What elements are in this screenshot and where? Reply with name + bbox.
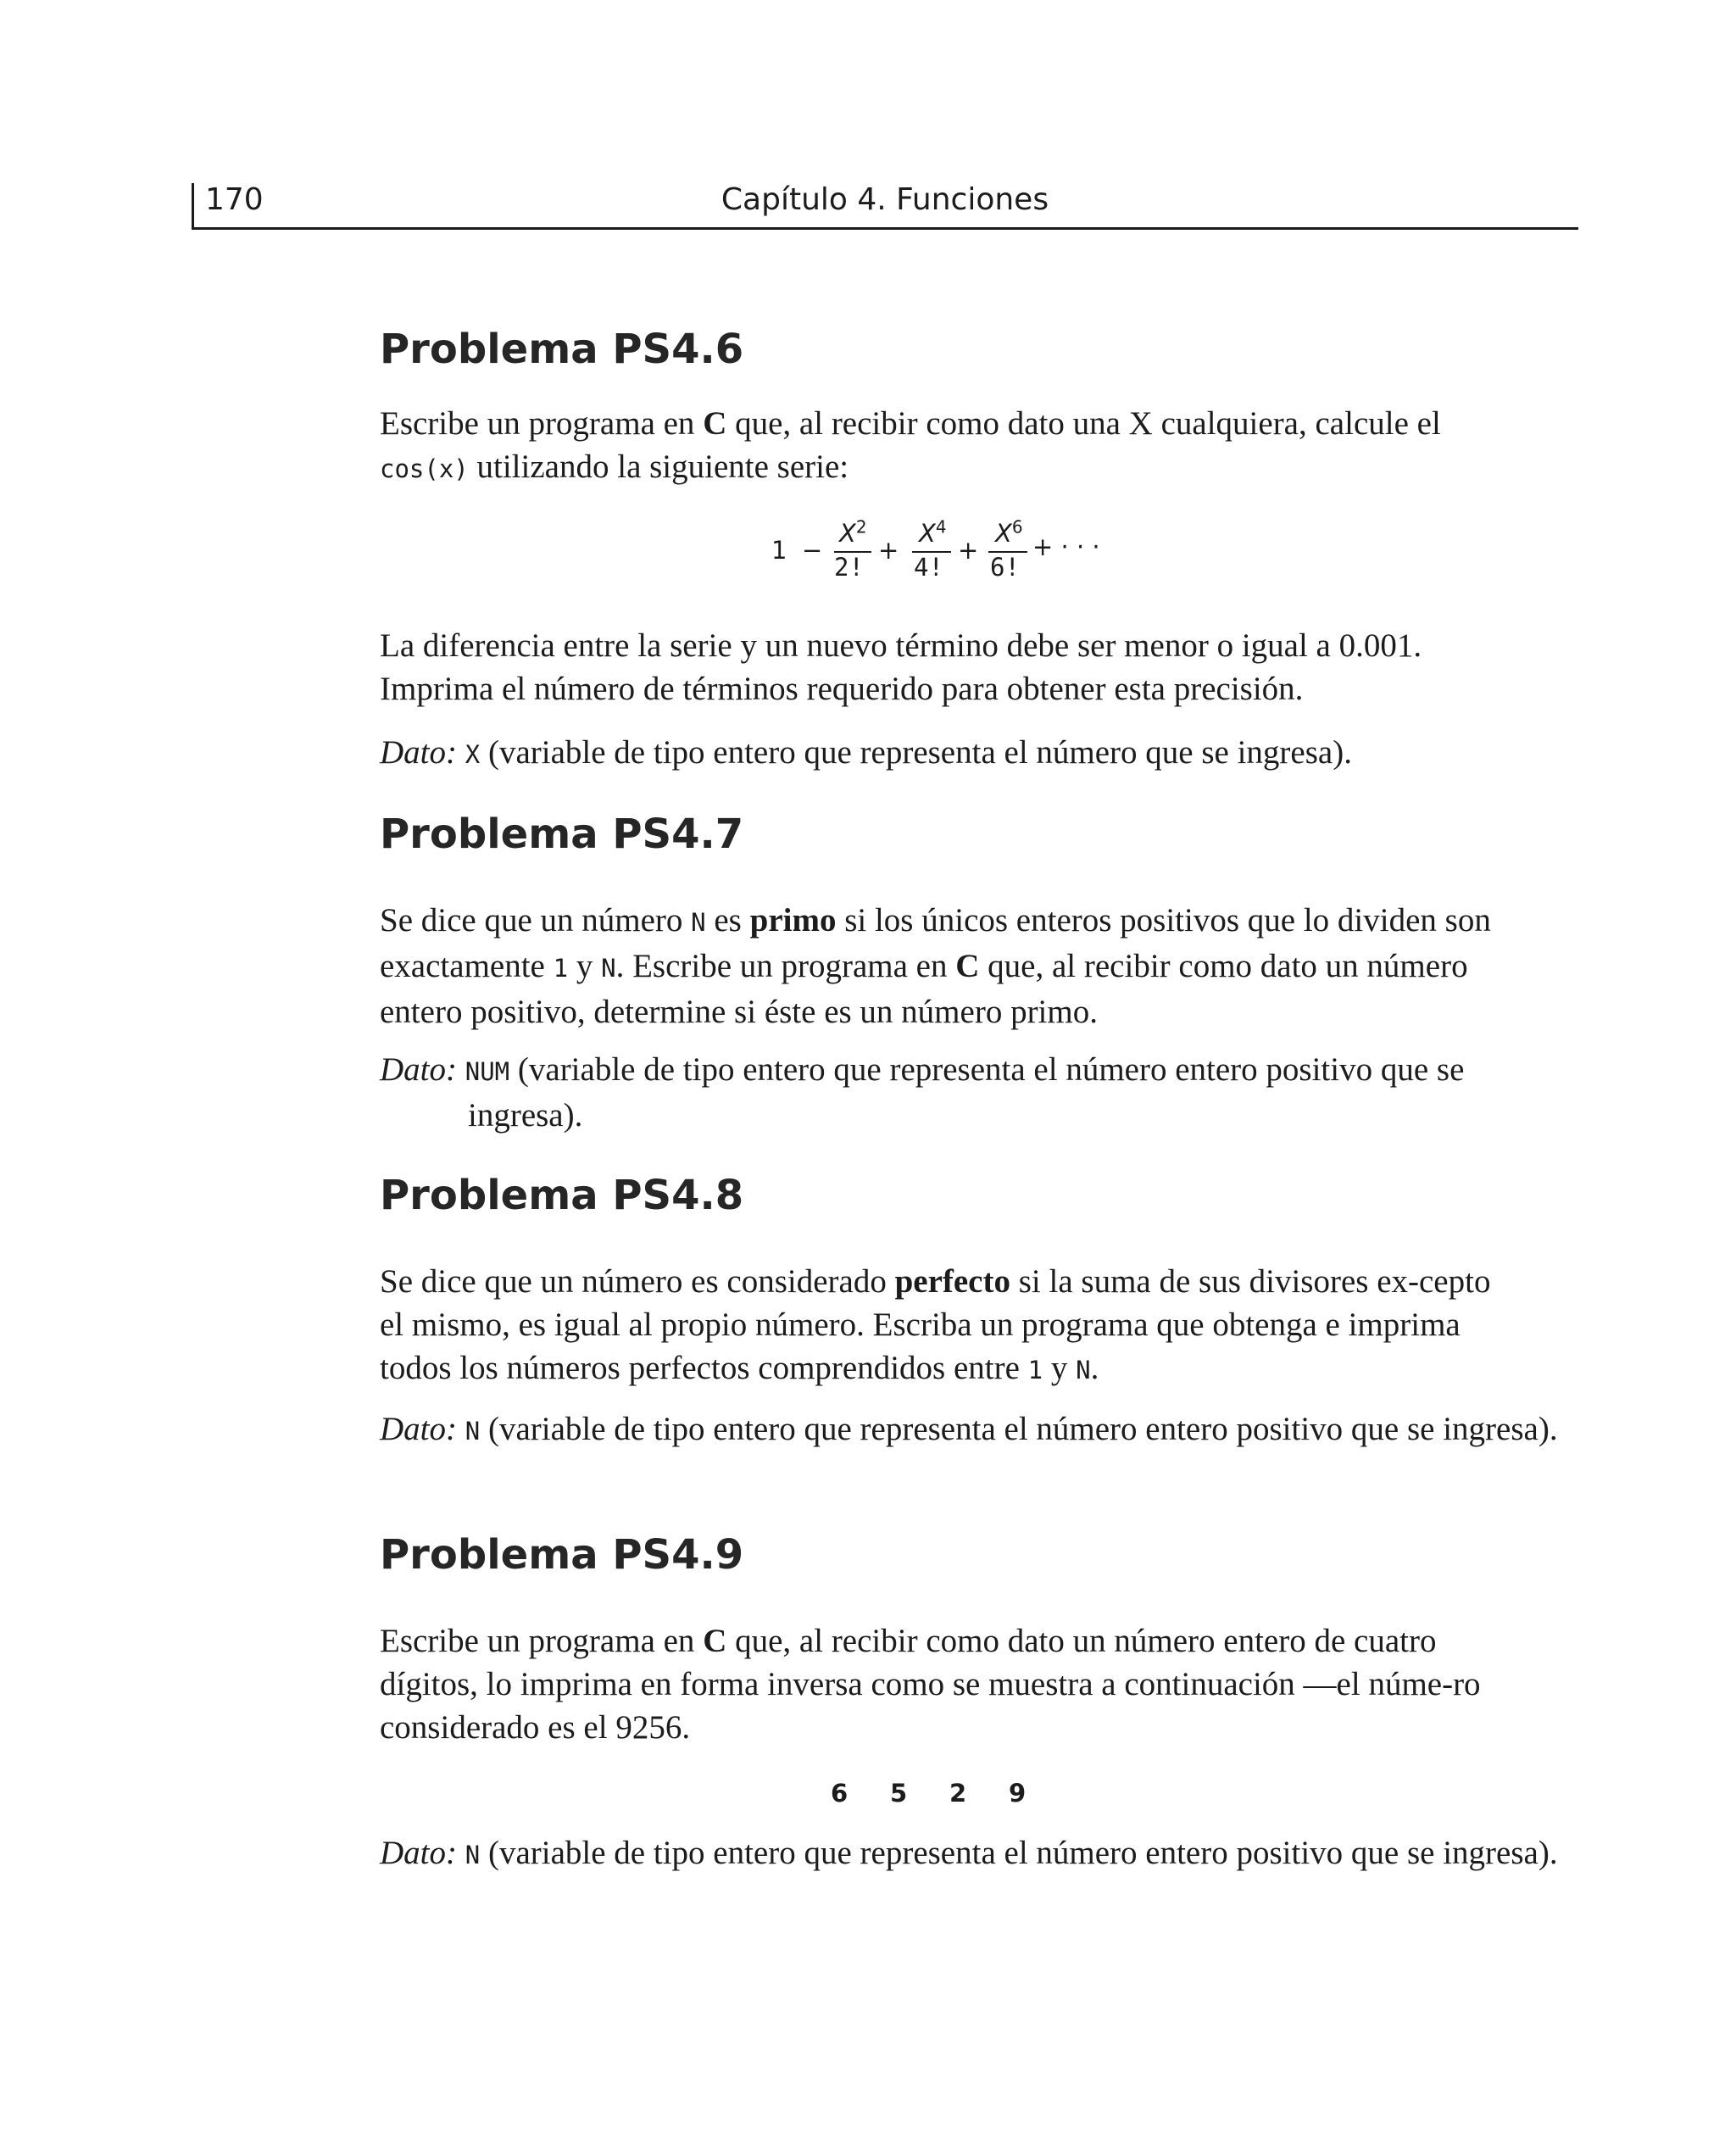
digit: 2 <box>949 1779 967 1808</box>
code-one: 1 <box>553 954 569 983</box>
dato-label: Dato: <box>380 734 457 771</box>
text: y <box>1043 1350 1077 1386</box>
ps4-7-statement <box>380 899 1499 1033</box>
ps4-8-statement <box>380 1260 1499 1392</box>
dato-label: Dato: <box>380 1051 457 1088</box>
dato-description: (variable de tipo entero que representa el número entero positivo que se ingresa). <box>468 1051 1465 1134</box>
text: y <box>568 948 602 984</box>
dato-variable: N <box>465 1841 481 1869</box>
text: Escribe un programa en <box>380 1623 704 1659</box>
dato-label: Dato: <box>380 1411 457 1447</box>
term-one: 1 <box>771 536 787 565</box>
ps4-9-statement <box>380 1619 1499 1749</box>
header-rule <box>192 227 1578 230</box>
text: si los únicos enteros positivos que lo dividen son exactamente <box>380 902 1491 984</box>
minus-sign: − <box>802 536 823 565</box>
exponent: 2 <box>855 516 867 538</box>
language-c: C <box>703 405 727 442</box>
dato-description: (variable de tipo entero que representa el número entero positivo que se ingresa). <box>480 1411 1558 1447</box>
var-x: X <box>995 519 1012 548</box>
text: Imprima el número de términos requerido para obtener esta precisión. <box>380 671 1304 707</box>
text: . <box>1090 1350 1099 1386</box>
numerator-x6 <box>995 516 1023 548</box>
var-x: X <box>839 519 856 548</box>
text: que, al recibir como dato un número entero de cuatro dígitos, lo imprima en forma inversa como se muestra a continuación —el núme-ro considerado es el 9256. <box>380 1623 1481 1746</box>
heading-ps4-9: Problema PS4.9 <box>380 1531 744 1579</box>
denominator: 2! <box>834 553 864 582</box>
term-primo: primo <box>749 902 837 939</box>
ps4-6-statement <box>380 402 1499 491</box>
ellipsis: + · · · <box>1032 532 1100 561</box>
digit: 9 <box>1009 1779 1027 1808</box>
code-n: N <box>1076 1356 1091 1384</box>
text: Escribe un programa en <box>380 405 704 442</box>
digit: 5 <box>890 1779 908 1808</box>
heading-ps4-8: Problema PS4.8 <box>380 1172 744 1219</box>
ps4-6-dato <box>380 731 1499 777</box>
text: utilizando la siguiente serie: <box>468 448 849 485</box>
text: es <box>705 902 750 939</box>
term-perfecto: perfecto <box>894 1263 1010 1300</box>
dato-label: Dato: <box>380 1835 457 1871</box>
text: . Escribe un programa en <box>615 948 956 984</box>
denominator: 4! <box>914 553 943 582</box>
page-number: 170 <box>205 182 264 217</box>
exponent: 4 <box>935 516 947 538</box>
plus-sign: + <box>878 536 899 565</box>
ps4-7-dato <box>380 1048 1587 1137</box>
text: que, al recibir como dato una X cualquiera, calcule el <box>726 405 1441 442</box>
language-c: C <box>703 1623 727 1659</box>
text: Se dice que un número es considerado <box>380 1263 895 1300</box>
numerator-x2 <box>839 516 867 548</box>
digit: 6 <box>831 1779 849 1808</box>
code-one: 1 <box>1027 1356 1043 1384</box>
text: que, al recibir como dato un número entero positivo, determine si éste es un número primo. <box>380 948 1468 1030</box>
exponent: 6 <box>1011 516 1023 538</box>
text: Se dice que un número <box>380 902 692 939</box>
heading-ps4-6: Problema PS4.6 <box>380 326 744 373</box>
plus-sign: + <box>958 536 979 565</box>
dato-description: (variable de tipo entero que representa el número que se ingresa). <box>480 734 1352 771</box>
code-n: N <box>691 908 706 937</box>
dato-variable: NUM <box>465 1057 510 1086</box>
dato-description: (variable de tipo entero que representa el número entero positivo que se ingresa). <box>480 1835 1558 1871</box>
text: si la suma de sus divisores ex-cepto el mismo, es igual al propio número. Escriba un programa que obtenga e imprima todos los números perfectos comprendidos entre <box>380 1263 1491 1386</box>
numerator-x4 <box>919 516 947 548</box>
running-title: Capítulo 4. Funciones <box>721 182 1049 217</box>
page-header <box>192 176 1578 229</box>
ps4-9-dato <box>380 1831 1587 1877</box>
dato-variable: N <box>465 1417 481 1446</box>
code-cos-x: cos(x) <box>380 454 469 483</box>
code-n: N <box>601 954 616 983</box>
var-x: X <box>919 519 936 548</box>
ps4-8-dato <box>380 1407 1587 1453</box>
text: La diferencia entre la serie y un nuevo término debe ser menor o igual a 0.001. <box>380 627 1422 664</box>
denominator: 6! <box>990 553 1020 582</box>
ps4-6-precision-text <box>380 624 1499 710</box>
cosine-series-formula <box>0 516 1736 587</box>
dato-variable: X <box>465 740 481 769</box>
language-c: C <box>955 948 980 984</box>
heading-ps4-7: Problema PS4.7 <box>380 811 744 858</box>
reversed-digits <box>831 1779 1068 1808</box>
